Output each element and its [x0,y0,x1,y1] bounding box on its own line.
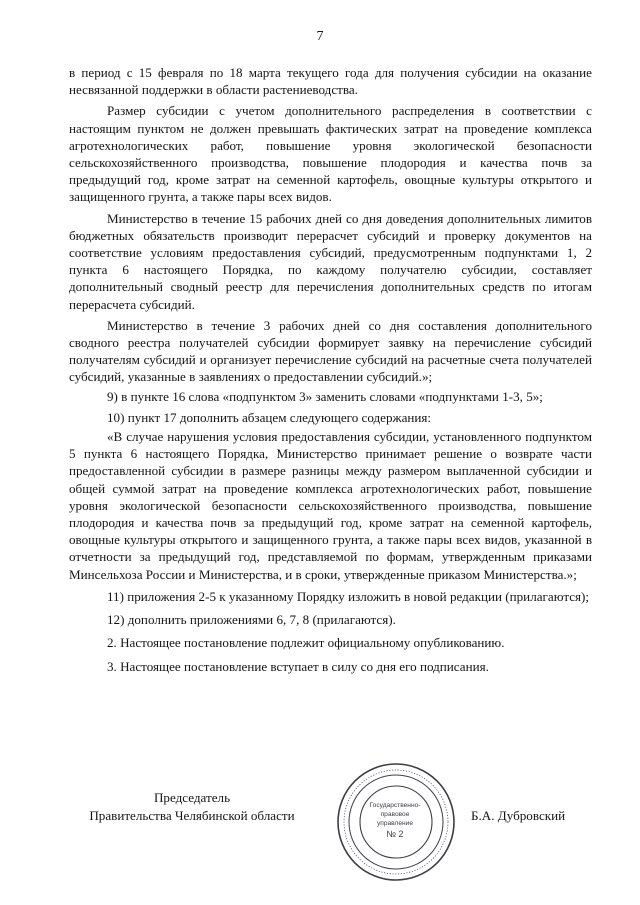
paragraph-publication: 2. Настоящее постановление подлежит официальному опубликованию. [107,635,505,651]
paragraph-item-9: 9) в пункте 16 слова «подпунктом 3» заменить словами «подпунктами 1-3, 5»; [107,388,543,404]
paragraph-effective-date: 3. Настоящее постановление вступает в силу со дня его подписания. [107,658,489,674]
seal-inner-text-2: правовое [380,811,410,818]
paragraph-subsidy-size: Размер субсидии с учетом дополнительного распределения в соответствии с настоящим пунктом не должен превышать фактических затрат на проведение комплекса агротехнологических работ, повышение уровня экологической безопасности сельскохозяйственного производства, повышение плодородия и качества почв за предыдущий год, кроме затрат на семенной картофель, овощные культуры открытого и защищенного грунта, а также пары всех видов. [69,103,592,205]
page-number: 7 [316,29,324,44]
paragraph-recalculation: Министерство в течение 15 рабочих дней со дня доведения дополнительных лимитов бюджетных обязательств производит перерасчет субсидий и проверку документов на соответствие условиям предоставления субсидий, предусмотренным подпунктами 1, 2 пункта 6 настоящего Порядка, по каждому получателю субсидии, составляет дополнительный сводный реестр для перечисления дополнительных средств по итогам перерасчета субсидий. [69,210,592,312]
paragraph-violation-return: «В случае нарушения условия предоставления субсидии, установленного подпунктом 5 пункта 6 настоящего Порядка, Министерство принимает решение о возврате части предоставленной субсидии в размере разницы между размером выплаченной субсидии и общей суммой затрат на проведение комплекса агротехнологических работ, повышение уровня экологической безопасности сельскохозяйственного производства, повышение плодородия и качества почв за предыдущий год, кроме затрат на семенной картофель, овощные культуры открытого и защищенного грунта, а также пары всех видов, указанной в отчетности за предыдущий год, представляемой по формам, утвержденным приказами Минсельхоза России и Министерства, и в сроки, утвержденные приказом Министерства.»; [69,429,592,582]
signatory-position [69,789,315,824]
document-body [69,64,592,675]
paragraph-item-10: 10) пункт 17 дополнить абзацем следующего содержания: [107,409,432,425]
seal-inner-text-4: № 2 [386,829,404,839]
signatory-position-line2: Правительства Челябинской области [89,807,295,823]
paragraph-item-11: 11) приложения 2-5 к указанному Порядку изложить в новой редакции (прилагаются); [107,588,590,604]
seal-inner-text-1: Государственно- [369,802,421,809]
official-seal [330,759,462,885]
paragraph-transfer-request: Министерство в течение 3 рабочих дней со дня составления дополнительного сводного реестра получателей субсидии формирует заявку на перечисление субсидий получателям субсидий и организует перечисление субсидий на расчетные счета получателей субсидий, указанные в заявлениях о предоставлении субсидий.»; [69,317,592,385]
paragraph-item-12: 12) дополнить приложениями 6, 7, 8 (прилагаются). [107,612,396,628]
signatory-position-line1: Председатель [153,790,231,805]
seal-inner-text-3: управление [376,820,414,827]
signatory-name: Б.А. Дубровский [471,808,566,823]
paragraph-continuation: в период с 15 февраля по 18 марта текущего года для получения субсидии на оказание несвязанной поддержки в области растениеводства. [69,65,592,98]
